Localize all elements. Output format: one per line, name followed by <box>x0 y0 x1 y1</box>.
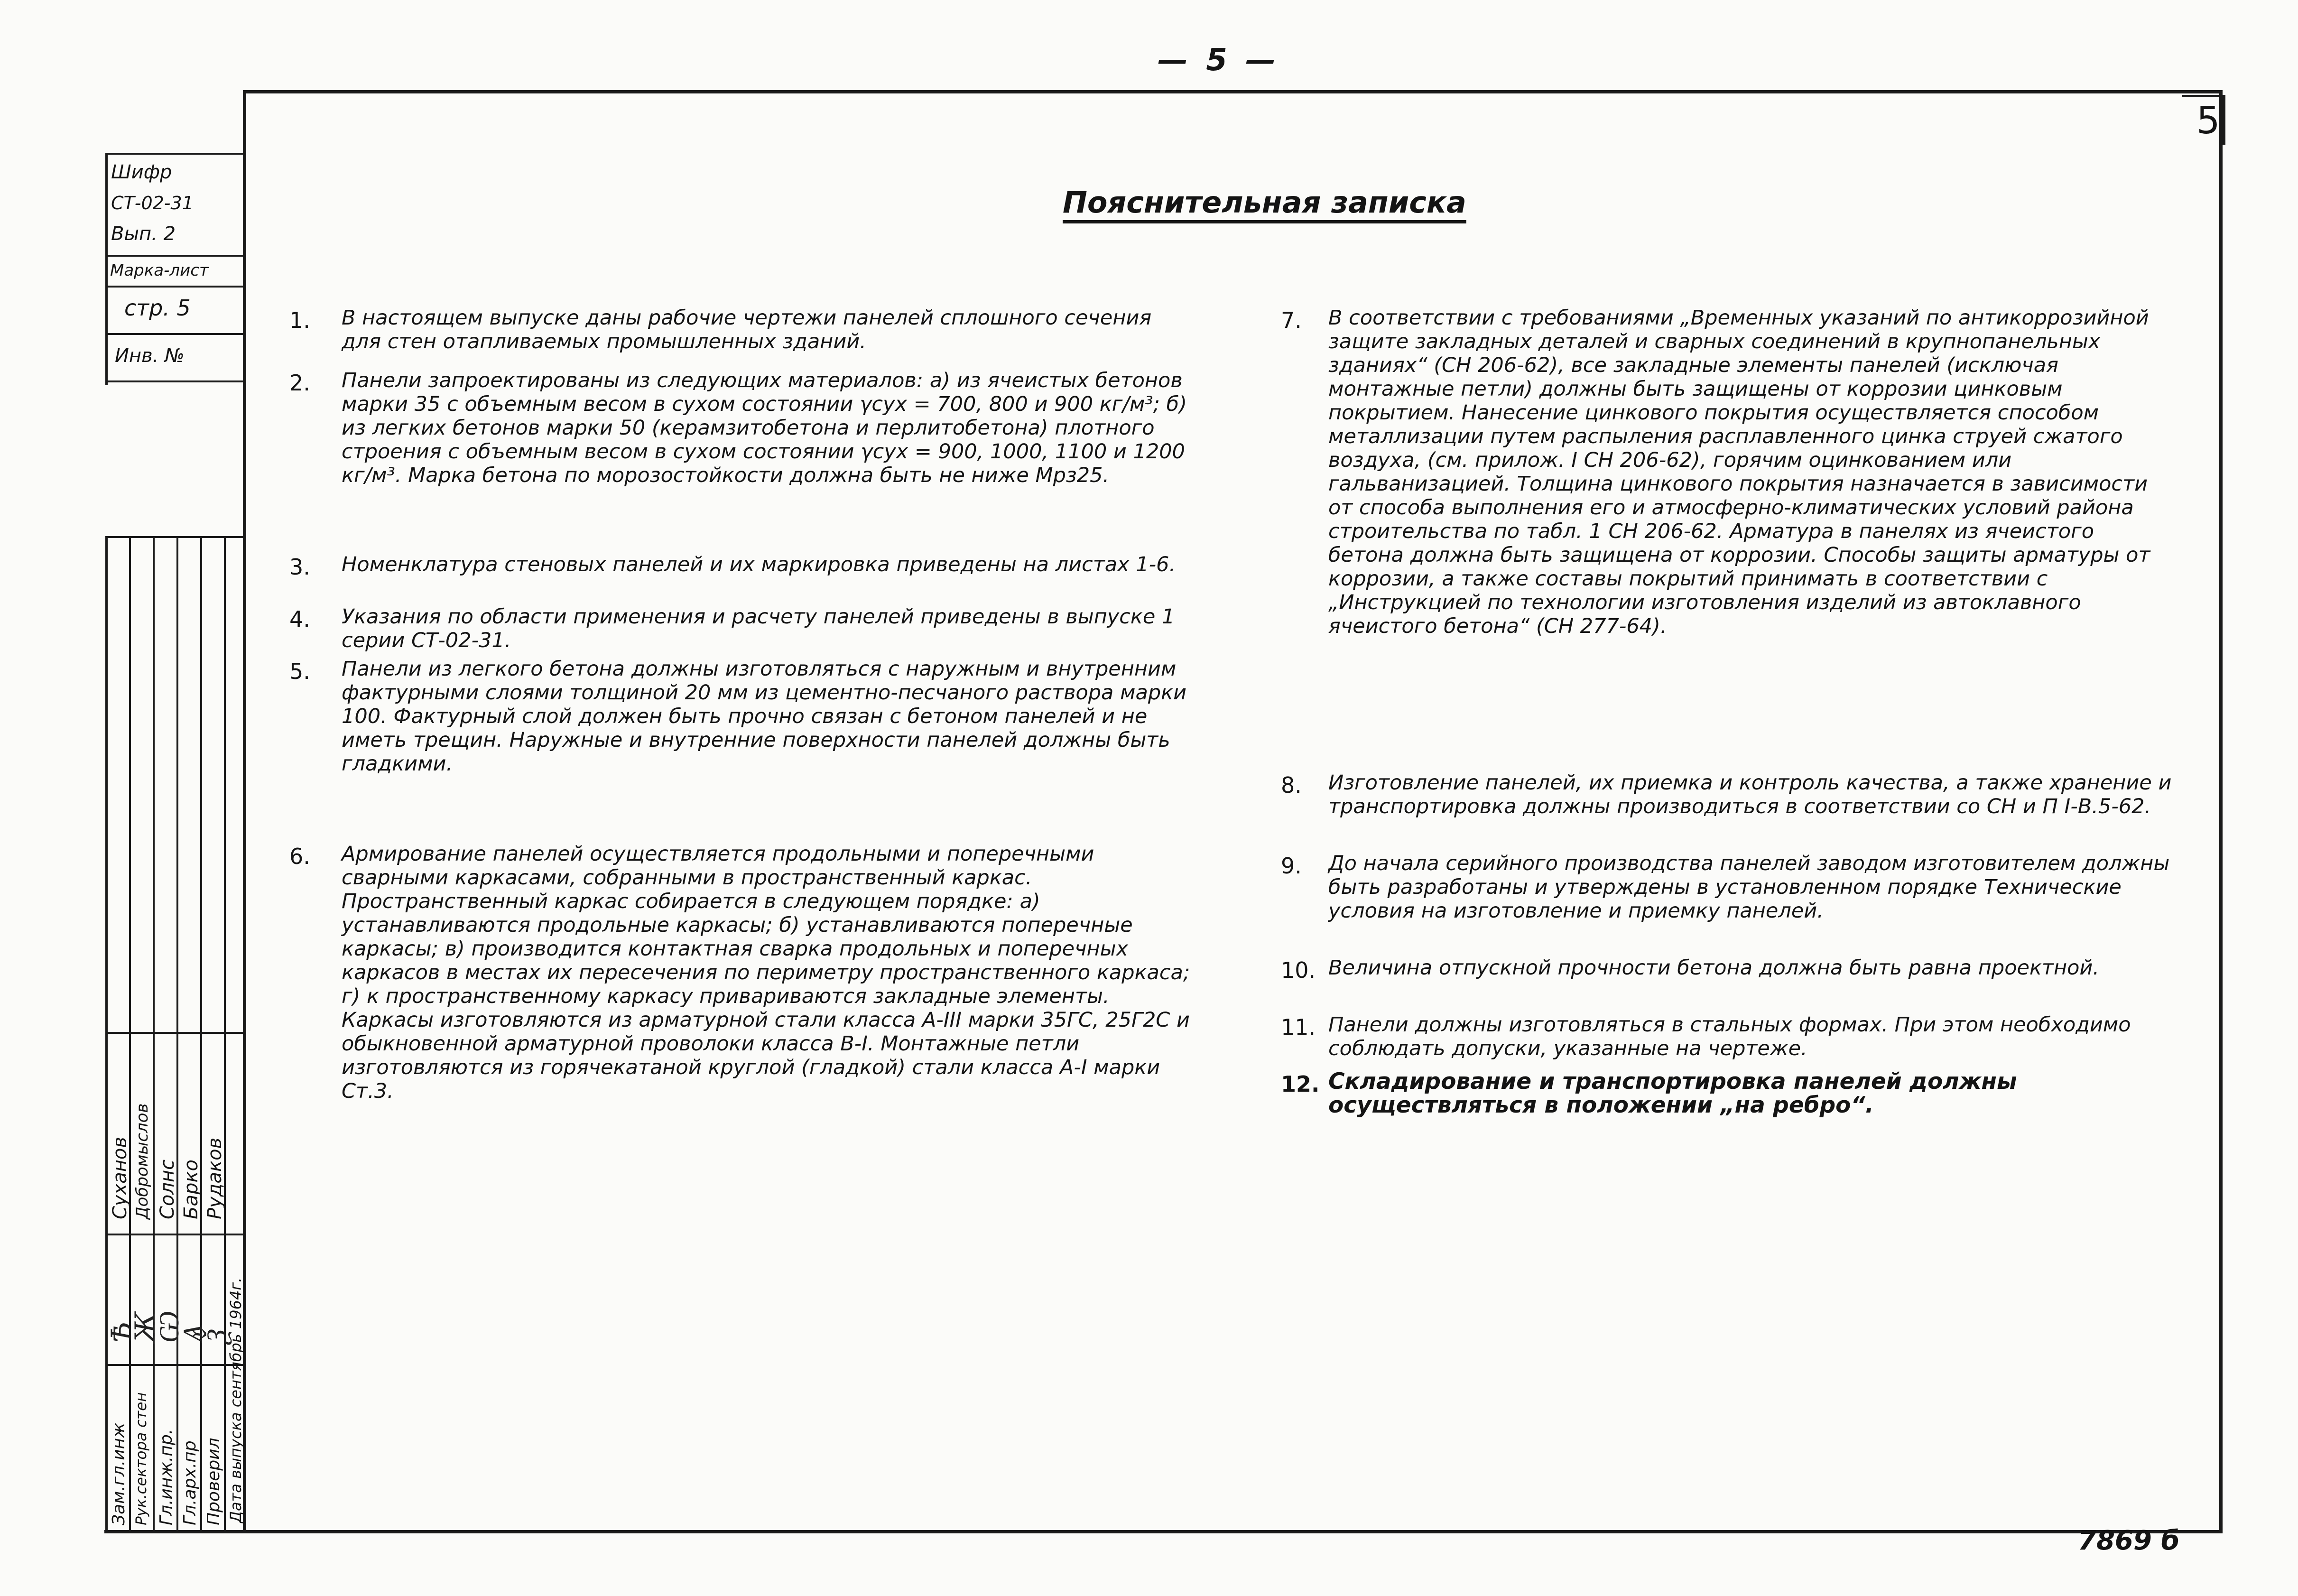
sig-name-5: Рудаков <box>204 1137 226 1219</box>
item-number-10: 10. <box>1281 957 1316 983</box>
stamp-series: СТ-02-31 <box>111 193 194 213</box>
item-text-9: До начала серийного производства панелей заводом изготовителем должны быть разработаны и утверждены в установленном порядке Технические условия на изготовление и приемку панелей. <box>1328 852 2170 923</box>
sig-role-3: Гл.инж.пр. <box>157 1429 176 1525</box>
item-text-2: Панели запроектированы из следующих материалов: а) из ячеистых бетонов марки 35 с объемным весом в сухом состоянии γсух = 700, 800 и 900 кг/м³; б) из легких бетонов марки 50 (керамзитобетона и перлитобетона) плотного строения с объемным весом в сухом состоянии γсух = 900, 1000, 1100 и 1200 кг/м³. Марка бетона по морозостойкости должна быть не ниже Мрз25. <box>342 369 1187 487</box>
item-text-8: Изготовление панелей, их приемка и контроль качества, а также хранение и транспортировка должны производиться в соответствии со СН и П I-В.5-62. <box>1328 771 2172 818</box>
signature-block <box>105 536 243 1530</box>
item-text-4: Указания по области применения и расчету панелей приведены в выпуске 1 серии СТ-02-31. <box>342 605 1175 652</box>
item-number-5: 5. <box>289 659 310 684</box>
item-text-10: Величина отпускной прочности бетона должна быть равна проектной. <box>1328 956 2100 980</box>
sig-name-1: Суханов <box>109 1137 131 1219</box>
sig-row-1 <box>105 1032 243 1034</box>
item-number-8: 8. <box>1281 772 1302 798</box>
frame-bottom <box>104 1530 2223 1533</box>
sig-name-4: Барко <box>180 1160 202 1219</box>
stamp-mark-label: Марка-лист <box>110 261 209 280</box>
item-text-3: Номенклатура стеновых панелей и их маркировка приведены на листах 1-6. <box>342 553 1176 576</box>
stamp-shifr: Шифр <box>111 161 172 183</box>
item-number-1: 1. <box>289 307 310 333</box>
bottom-code: 7869 б <box>2078 1525 2180 1556</box>
sig-role-5: Проверил <box>204 1438 223 1525</box>
signature-2: Ж <box>129 1311 161 1343</box>
item-text-12: Складирование и транспортировка панелей должны осуществляться в положении „на ребро“. <box>1328 1068 2017 1118</box>
item-text-11: Панели должны изготовляться в стальных формах. При этом необходимо соблюдать допуски, указанные на чертеже. <box>1328 1013 2131 1060</box>
sig-name-3: Солнс <box>157 1159 178 1219</box>
stamp-line-3 <box>105 286 243 288</box>
sig-role-4: Гл.арх.пр <box>180 1440 200 1525</box>
item-text-5: Панели из легкого бетона должны изготовляться с наружным и внутренним фактурными слоями толщиной 20 мм из цементно-песчаного раствора марки 100. Фактурный слой должен быть прочно связан с бетоном панелей и не иметь трещин. Наружные и внутренние поверхности панелей должны быть гладкими. <box>342 657 1187 776</box>
sig-role-2: Рук.сектора стен <box>133 1392 150 1525</box>
item-number-4: 4. <box>289 606 310 632</box>
item-number-11: 11. <box>1281 1014 1316 1040</box>
item-number-3: 3. <box>289 554 310 580</box>
stamp-line-4 <box>105 333 243 335</box>
item-number-9: 9. <box>1281 853 1302 879</box>
stamp-line-1 <box>105 153 243 155</box>
item-number-6: 6. <box>289 844 310 869</box>
frame-right <box>2219 90 2223 1532</box>
top-page-number: — 5 — <box>1158 43 1280 78</box>
sig-role-1: Зам.гл.инж <box>109 1422 129 1525</box>
frame-top <box>244 90 2223 93</box>
stamp-inv-label: Инв. № <box>115 345 185 367</box>
item-text-6: Армирование панелей осуществляется продольными и поперечными сварными каркасами, собранными в пространственный каркас. Пространственный каркас собирается в следующем порядке: а) устанавливаются продольные каркасы; б) устанавливаются поперечные каркасы; в) производится контактная сварка продольных и поперечных каркасов в местах их пересечения по периметру пространственного каркаса; г) к пространственному каркасу привариваются закладные элементы. Каркасы изготовляются из арматурной стали класса А-III марки 35ГС, 25Г2С и обыкновенной арматурной проволоки класса В-I. Монтажные петли изготовляются из горячекатаной круглой (гладкой) стали класса А-I марки Ст.3. <box>342 842 1190 1103</box>
signature-5: Ѯ <box>200 1329 232 1343</box>
stamp-line-2 <box>105 255 243 257</box>
stamp-block <box>105 153 243 385</box>
item-number-7: 7. <box>1281 307 1302 333</box>
page-title: Пояснительная записка <box>1063 185 1466 220</box>
sig-row-3 <box>105 1364 243 1366</box>
signature-1: Ѣ <box>105 1321 138 1343</box>
item-text-7: В соответствии с требованиями „Временных указаний по антикоррозийной защите закладных деталей и сварных соединений в крупнопанельных зданиях“ (СН 206-62), все закладные элементы панелей (исключая монтажные петли) должны быть защищены от коррозии цинковым покрытием. Нанесение цинкового покрытия осуществляется способом металлизации путем распыления расплавленного цинка струей сжатого воздуха, (см. прилож. I СН 206-62), горячим оцинкованием или гальванизацией. Толщина цинкового покрытия назначается в зависимости от способа выполнения его и атмосферно-климатических условий района строительства по табл. 1 СН 206-62. Арматура в панелях из ячеистого бетона должна быть защищена от коррозии. Способы защиты арматуры от коррозии, а также составы покрытий принимать в соответствии с „Инструкцией по технологии изготовления изделий из автоклавного ячеистого бетона“ (СН 277-64). <box>1328 306 2150 638</box>
sig-row-top <box>105 536 243 538</box>
item-number-12: 12. <box>1281 1071 1320 1097</box>
stamp-issue: Вып. 2 <box>111 223 176 245</box>
sig-name-2: Добромыслов <box>133 1103 152 1219</box>
signature-3: Ѡ <box>153 1311 185 1343</box>
sig-row-2 <box>105 1234 243 1235</box>
item-text-1: В настоящем выпуске даны рабочие чертежи панелей сплошного сечения для стен отапливаемых промышленных зданий. <box>342 306 1152 353</box>
sig-date-line: Дата выпуска сентябрь 1964г. <box>227 1277 245 1523</box>
stamp-border-left <box>105 153 108 385</box>
corner-page-number: 5 <box>2196 100 2220 142</box>
stamp-line-5 <box>105 380 243 382</box>
signature-4: Ѧ <box>176 1323 209 1343</box>
stamp-page-label: стр. 5 <box>124 295 191 321</box>
item-number-2: 2. <box>289 370 310 396</box>
